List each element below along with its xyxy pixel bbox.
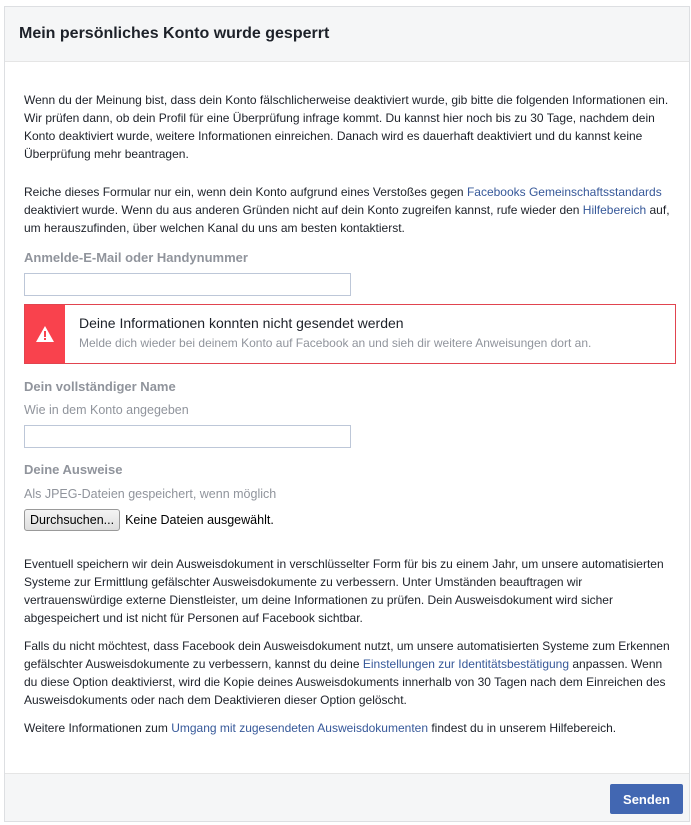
more-info-paragraph <box>24 719 676 737</box>
more-info-text-1: Weitere Informationen zum <box>24 721 172 735</box>
intro-paragraph: Wenn du der Meinung bist, dass dein Konto fälschlicherweise deaktiviert wurde, gib bitte die folgenden Informationen ein. Wir prüfen dann, ob dein Profil für eine Überprüfung infrage kommt. Du kannst hier noch bis zu 30 Tage, nachdem dein Konto deaktiviert wurde, weitere Informationen einreichen. Danach wird es dauerhaft deaktiviert und du kannst keine Überprüfung mehr beantragen. <box>24 93 669 161</box>
error-banner <box>24 304 676 364</box>
storage-info-paragraph: Eventuell speichern wir dein Ausweisdokument in verschlüsselter Form für bis zu einem Jahr, um unsere automatisierten Systeme zur Ermittlung gefälschter Ausweisdokumente zu verbessern. Unter Umständen beauftragen wir vertrauenswürdige externe Dienstleister, um deine Informationen zu prüfen. Dein Ausweisdokument wird sicher abgespeichert und ist nicht für Personen auf Facebook sichtbar. <box>24 557 664 625</box>
dialog-footer <box>5 773 689 821</box>
notice-text-1: Reiche dieses Formular nur ein, wenn dein Konto aufgrund eines Verstoßes gegen <box>24 185 467 199</box>
help-center-link[interactable]: Hilfebereich <box>582 203 647 217</box>
more-info-text-2: findest du in unserem Hilfebereich. <box>428 721 617 735</box>
file-status: Keine Dateien ausgewählt. <box>125 513 274 527</box>
dialog-header <box>5 7 689 62</box>
email-label: Anmelde-E-Mail oder Handynummer <box>24 250 248 265</box>
error-icon-container <box>25 305 65 363</box>
optout-text-2: anpassen. Wenn du diese Option deaktivierst, wird die Kopie deines Ausweisdokuments innerhalb von 30 Tagen nach dem Einreichen des Ausweisdokuments oder nach dem Deaktivieren dieser Option gelöscht. <box>24 657 666 707</box>
notice-paragraph <box>24 183 676 237</box>
name-hint: Wie in dem Konto angegeben <box>24 403 189 417</box>
dialog <box>4 6 690 822</box>
optout-paragraph <box>24 637 676 709</box>
send-button[interactable]: Senden <box>610 784 683 814</box>
identity-settings-link[interactable]: Einstellungen zur Identitätsbestätigung <box>362 657 570 671</box>
email-input[interactable] <box>24 273 351 296</box>
name-label: Dein vollständiger Name <box>24 379 176 394</box>
id-handling-link[interactable]: Umgang mit zugesendeten Ausweisdokumenten <box>171 721 429 735</box>
notice-text-2: deaktiviert wurde. Wenn du aus anderen Gründen nicht auf dein Konto zugreifen kannst, rufe wieder den <box>24 203 583 217</box>
error-text-wrap <box>65 305 605 363</box>
dialog-content <box>24 91 676 737</box>
file-upload-row <box>24 509 676 531</box>
error-title: Deine Informationen konnten nicht gesendet werden <box>79 315 404 331</box>
community-standards-link[interactable]: Facebooks Gemeinschaftsstandards <box>466 185 662 199</box>
full-name-input[interactable] <box>24 425 351 448</box>
notice-text-3: auf, um herauszufinden, über welchen Kanal du uns am besten kontaktierst. <box>24 203 670 235</box>
id-label: Deine Ausweise <box>24 462 123 477</box>
id-hint: Als JPEG-Dateien gespeichert, wenn möglich <box>24 487 277 501</box>
dialog-title: Mein persönliches Konto wurde gesperrt <box>19 25 330 42</box>
warning-icon <box>36 326 54 342</box>
optout-text-1: Falls du nicht möchtest, dass Facebook dein Ausweisdokument nutzt, um unsere automatisierten Systeme zum Erkennen gefälschter Ausweisdokumente zu verbessern, kannst du deine <box>24 639 670 671</box>
error-message: Melde dich wieder bei deinem Konto auf Facebook an und sieh dir weitere Anweisungen dort an. <box>79 336 592 350</box>
browse-files-button[interactable]: Durchsuchen... <box>24 509 120 531</box>
